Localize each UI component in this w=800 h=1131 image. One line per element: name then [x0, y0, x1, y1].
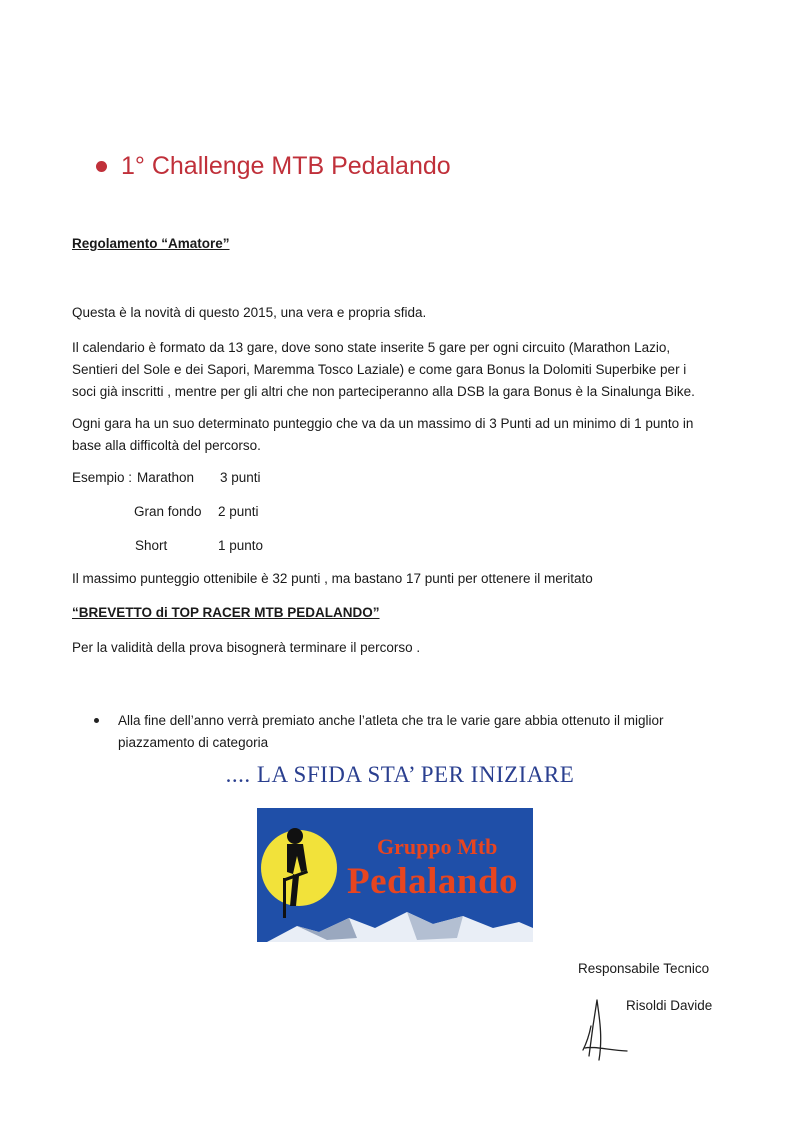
example-category: Marathon [137, 470, 195, 485]
paragraph-max-points: Il massimo punteggio ottenibile è 32 punti , ma bastano 17 punti per ottenere il meritato [72, 571, 593, 586]
example-points: 3 punti [220, 470, 261, 485]
regolamento-heading: Regolamento “Amatore” [72, 236, 230, 251]
paragraph-points: Ogni gara ha un suo determinato punteggio che va da un massimo di 3 Punti ad un minimo di 1 punto in base alla difficoltà del percorso. [72, 416, 694, 453]
example-points: 1 punto [218, 538, 264, 553]
paragraph-validity: Per la validità della prova bisognerà terminare il percorso . [72, 640, 421, 655]
logo-line-2: Pedalando [347, 861, 519, 902]
example-points: 2 punti [218, 504, 259, 519]
bullet-icon [94, 718, 99, 723]
paragraph-intro: Questa è la novità di questo 2015, una vera e propria sfida. [72, 305, 427, 320]
logo [257, 808, 533, 942]
logo-line-1: Gruppo Mtb [377, 834, 498, 859]
page-title: 1° Challenge MTB Pedalando [121, 151, 451, 180]
signature-role: Responsabile Tecnico [578, 961, 710, 976]
example-category: Short [135, 538, 168, 553]
sfida-banner: .... LA SFIDA STA’ PER INIZIARE [225, 762, 575, 787]
signature-name: Risoldi Davide [626, 998, 713, 1013]
prize-bullet [94, 710, 698, 754]
example-category: Gran fondo [134, 504, 202, 519]
brevetto-heading: “BREVETTO di TOP RACER MTB PEDALANDO” [72, 605, 380, 620]
title-row [96, 148, 451, 184]
paragraph-calendar: Il calendario è formato da 13 gare, dove sono state inserite 5 gare per ogni circuito (Marathon Lazio, Sentieri del Sole e dei Sapori, Maremma Tosco Laziale) e come gara Bonus la Dolomiti Superbike per i soci già inscritti , mentre per gli altri che non parteciperanno alla DSB la gara Bonus è la Sinalunga Bike. [72, 340, 695, 399]
handwritten-signature-icon [575, 996, 635, 1073]
prize-note: Alla fine dell’anno verrà premiato anche l’atleta che tra le varie gare abbia ottenuto il miglior piazzamento di categoria [118, 713, 664, 750]
title-bullet-icon [96, 161, 107, 172]
example-label: Esempio : [72, 470, 133, 485]
